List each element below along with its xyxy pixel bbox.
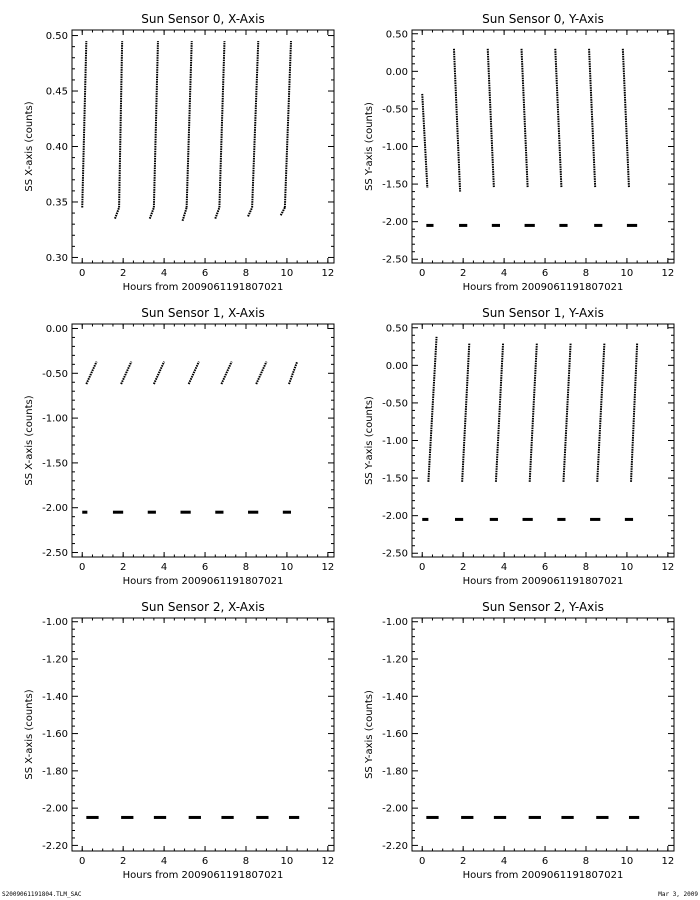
y-tick-label: -1.00 <box>382 617 408 629</box>
x-tick-label: 6 <box>201 268 209 279</box>
x-axis-label: Hours from 2009061191807021 <box>462 576 624 587</box>
y-tick-label: -1.00 <box>42 617 68 629</box>
plot-frame <box>412 30 674 263</box>
x-tick-label: 10 <box>620 268 634 279</box>
x-tick-label: 10 <box>620 856 634 867</box>
x-tick-label: 0 <box>79 562 86 573</box>
x-tick-label: 12 <box>661 268 675 279</box>
panel-3 <box>364 306 674 587</box>
data-series-segment <box>530 343 537 482</box>
x-tick-label: 0 <box>419 856 426 867</box>
data-series-segment <box>522 49 528 188</box>
x-tick-label: 10 <box>280 268 294 279</box>
panel-title: Sun Sensor 0, Y-Axis <box>482 12 604 26</box>
x-tick-label: 8 <box>582 856 590 867</box>
data-series-segment <box>252 41 258 207</box>
panel-0 <box>24 12 334 293</box>
y-tick-label: 0.35 <box>45 197 68 209</box>
panel-1 <box>364 12 674 293</box>
x-tick-label: 12 <box>321 562 335 573</box>
x-tick-label: 8 <box>582 562 590 573</box>
panel-2 <box>24 306 334 587</box>
y-tick-label: -1.40 <box>382 691 408 703</box>
footer-date: Mar 3, 2009 <box>658 891 698 898</box>
x-tick-label: 6 <box>201 562 209 573</box>
y-tick-label: -1.60 <box>42 729 68 741</box>
data-series-segment <box>563 343 570 482</box>
x-tick-label: 8 <box>242 856 250 867</box>
data-series-segment <box>150 208 154 219</box>
data-series-segment <box>496 343 503 482</box>
y-tick-label: 0.50 <box>385 29 408 41</box>
x-axis-label: Hours from 2009061191807021 <box>122 870 284 881</box>
y-tick-label: -2.00 <box>382 217 408 229</box>
x-tick-label: 6 <box>541 856 549 867</box>
y-tick-label: -1.20 <box>42 654 68 666</box>
data-series-segment <box>189 362 199 384</box>
data-series-segment <box>121 362 131 384</box>
y-tick-label: 0.45 <box>45 86 68 98</box>
y-axis-label: SS Y-axis (counts) <box>364 396 375 485</box>
y-tick-label: -1.50 <box>382 179 408 191</box>
data-series-segment <box>154 41 158 207</box>
data-series-segment <box>248 208 252 217</box>
x-tick-label: 12 <box>321 268 335 279</box>
panel-title: Sun Sensor 0, X-Axis <box>141 12 265 26</box>
y-tick-label: 0.00 <box>45 323 68 335</box>
x-axis-label: Hours from 2009061191807021 <box>462 282 624 293</box>
x-tick-label: 6 <box>201 856 209 867</box>
panel-4 <box>24 600 334 881</box>
data-series-segment <box>119 41 122 207</box>
data-series-segment <box>623 49 629 188</box>
y-tick-label: -0.50 <box>42 368 68 380</box>
footer-filename: S2009061191804.TLM_SAC <box>2 891 82 898</box>
x-tick-label: 4 <box>160 268 168 279</box>
y-axis-label: SS X-axis (counts) <box>24 689 35 780</box>
y-tick-label: -1.50 <box>42 458 68 470</box>
data-series-segment <box>597 343 604 482</box>
y-tick-label: 0.00 <box>385 66 408 78</box>
data-series-segment <box>221 362 231 384</box>
x-axis-label: Hours from 2009061191807021 <box>122 282 284 293</box>
data-series-segment <box>289 362 297 384</box>
y-tick-label: 0.00 <box>385 360 408 372</box>
data-series-segment <box>82 41 86 207</box>
x-tick-label: 2 <box>459 268 467 279</box>
x-tick-label: 2 <box>119 268 127 279</box>
data-series-segment <box>454 49 460 192</box>
y-tick-label: -2.00 <box>42 803 68 815</box>
y-tick-label: 0.40 <box>45 142 68 153</box>
x-tick-label: 0 <box>419 268 426 279</box>
y-tick-label: -0.50 <box>382 104 408 116</box>
x-tick-label: 4 <box>160 856 168 867</box>
data-series-segment <box>631 343 637 482</box>
x-tick-label: 4 <box>500 562 508 573</box>
x-tick-label: 4 <box>500 268 508 279</box>
y-tick-label: -2.20 <box>382 840 408 852</box>
x-tick-label: 6 <box>541 562 549 573</box>
plot-frame <box>72 30 334 263</box>
y-axis-label: SS Y-axis (counts) <box>364 102 375 191</box>
x-tick-label: 0 <box>419 562 426 573</box>
data-series-segment <box>555 49 561 188</box>
data-series-segment <box>86 362 96 384</box>
x-axis-label: Hours from 2009061191807021 <box>122 576 284 587</box>
y-tick-label: -2.50 <box>42 548 68 560</box>
panel-title: Sun Sensor 1, X-Axis <box>141 306 265 320</box>
y-axis-label: SS X-axis (counts) <box>24 395 35 486</box>
data-series-segment <box>428 337 436 482</box>
x-tick-label: 8 <box>242 268 250 279</box>
x-axis-label: Hours from 2009061191807021 <box>462 870 624 881</box>
x-tick-label: 8 <box>582 268 590 279</box>
plot-frame <box>72 324 334 557</box>
data-series-segment <box>488 49 494 188</box>
data-series-segment <box>256 362 266 384</box>
data-series-segment <box>187 41 192 207</box>
y-tick-label: -1.00 <box>382 436 408 447</box>
y-tick-label: -2.20 <box>42 840 68 852</box>
x-tick-label: 10 <box>280 562 294 573</box>
y-tick-label: 0.50 <box>385 323 408 335</box>
data-series-segment <box>589 49 595 188</box>
data-series-segment <box>281 208 285 216</box>
panel-title: Sun Sensor 1, Y-Axis <box>482 306 604 320</box>
y-tick-label: -1.20 <box>382 654 408 666</box>
y-tick-label: -2.50 <box>382 548 408 560</box>
y-tick-label: -0.50 <box>382 398 408 410</box>
x-tick-label: 4 <box>500 856 508 867</box>
x-tick-label: 12 <box>661 562 675 573</box>
data-series-segment <box>422 94 427 188</box>
y-tick-label: -1.40 <box>42 691 68 703</box>
data-series-segment <box>215 208 219 219</box>
y-tick-label: -1.00 <box>42 413 68 425</box>
x-tick-label: 10 <box>620 562 634 573</box>
y-axis-label: SS X-axis (counts) <box>24 101 35 192</box>
x-tick-label: 10 <box>280 856 294 867</box>
panel-title: Sun Sensor 2, Y-Axis <box>482 600 604 614</box>
x-tick-label: 8 <box>242 562 250 573</box>
plot-frame <box>412 324 674 557</box>
data-series-segment <box>285 41 291 207</box>
y-tick-label: -1.80 <box>42 766 68 778</box>
y-tick-label: -2.50 <box>382 254 408 266</box>
data-series-segment <box>219 41 224 207</box>
y-tick-label: -1.60 <box>382 729 408 741</box>
panel-5 <box>364 600 674 881</box>
x-tick-label: 2 <box>119 856 127 867</box>
x-tick-label: 12 <box>321 856 335 867</box>
x-tick-label: 2 <box>119 562 127 573</box>
x-tick-label: 4 <box>160 562 168 573</box>
y-axis-label: SS Y-axis (counts) <box>364 690 375 779</box>
data-series-segment <box>462 343 469 482</box>
x-tick-label: 0 <box>79 268 86 279</box>
data-series-segment <box>115 208 119 219</box>
data-series-segment <box>183 208 187 221</box>
y-tick-label: -2.00 <box>42 503 68 515</box>
x-tick-label: 6 <box>541 268 549 279</box>
x-tick-label: 12 <box>661 856 675 867</box>
y-tick-label: 0.50 <box>45 31 68 43</box>
data-series-segment <box>154 362 164 384</box>
y-tick-label: -2.00 <box>382 803 408 815</box>
panel-title: Sun Sensor 2, X-Axis <box>141 600 265 614</box>
y-tick-label: -1.00 <box>382 142 408 153</box>
y-tick-label: -2.00 <box>382 511 408 523</box>
x-tick-label: 0 <box>79 856 86 867</box>
x-tick-label: 2 <box>459 856 467 867</box>
y-tick-label: -1.80 <box>382 766 408 778</box>
y-tick-label: -1.50 <box>382 473 408 485</box>
x-tick-label: 2 <box>459 562 467 573</box>
y-tick-label: 0.30 <box>45 252 68 264</box>
